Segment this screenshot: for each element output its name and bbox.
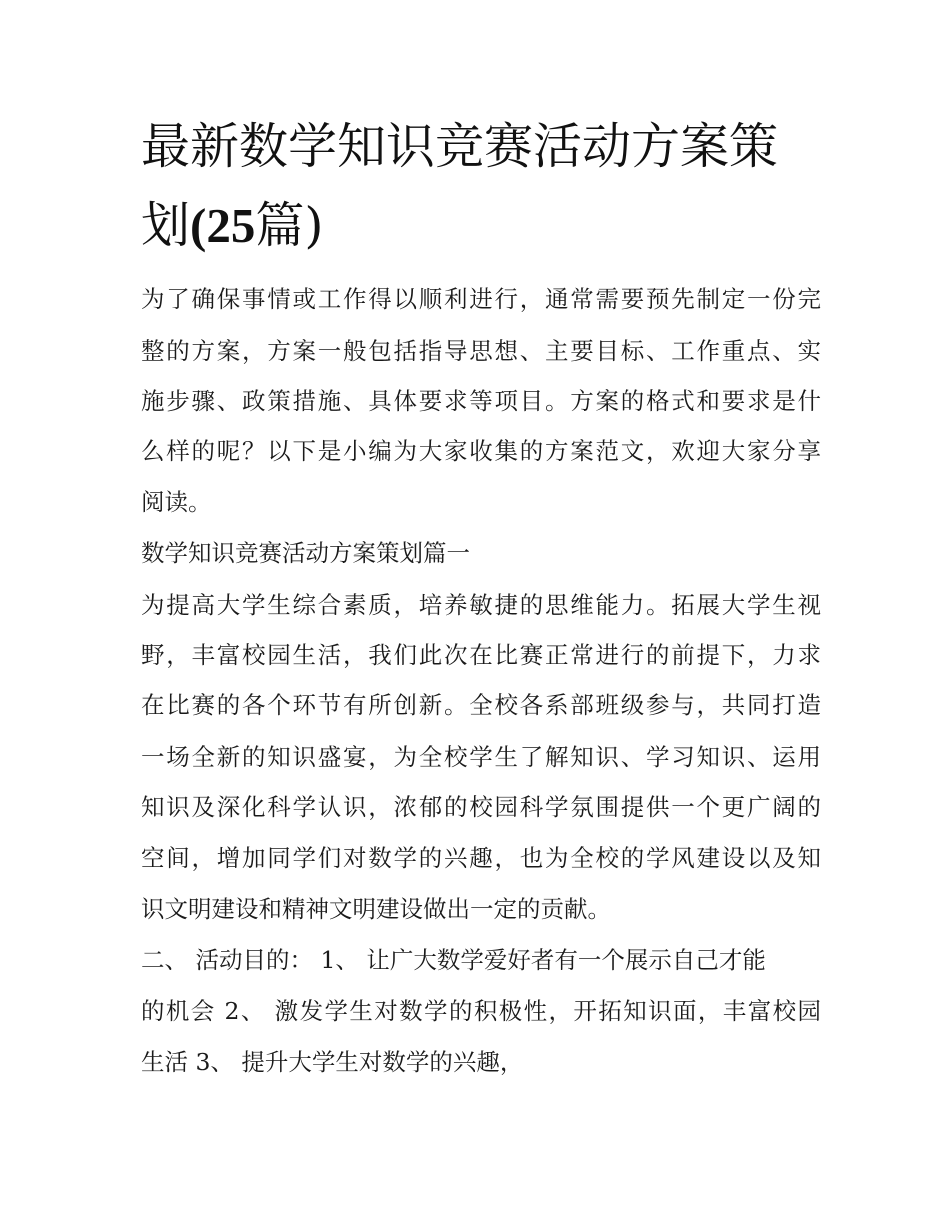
section-body-line-7: 识文明建设和精神文明建设做出一定的贡献。 xyxy=(141,895,611,923)
objectives-line-2: 的机会 2、 激发学生对数学的积极性，开拓知识面，丰富校园 xyxy=(141,997,821,1025)
title-number: (25 xyxy=(190,198,256,253)
document-title-line-2 xyxy=(141,196,323,256)
section-body-line-3: 在比赛的各个环节有所创新。全校各系部班级参与，共同打造 xyxy=(141,691,821,719)
document-title-line-1: 最新数学知识竞赛活动方案策 xyxy=(141,118,779,175)
objectives-line-3: 生活 3、 提升大学生对数学的兴趣， xyxy=(141,1048,524,1076)
section-body-line-6: 空间，增加同学们对数学的兴趣，也为全校的学风建设以及知 xyxy=(141,844,821,872)
intro-line-4: 么样的呢？以下是小编为大家收集的方案范文，欢迎大家分享 xyxy=(141,437,821,465)
intro-line-2: 整的方案，方案一般包括指导思想、主要目标、工作重点、实 xyxy=(141,337,821,365)
title-prefix: 划 xyxy=(141,197,191,254)
section-body-line-1: 为提高大学生综合素质，培养敏捷的思维能力。拓展大学生视 xyxy=(141,591,821,619)
intro-line-5: 阅读。 xyxy=(141,488,212,516)
section-body-line-5: 知识及深化科学认识，浓郁的校园科学氛围提供一个更广阔的 xyxy=(141,793,821,821)
section-heading: 数学知识竞赛活动方案策划篇一 xyxy=(141,539,470,567)
title-suffix: 篇) xyxy=(255,197,324,254)
objectives-line-1: 二、 活动目的： 1、 让广大数学爱好者有一个展示自己才能 xyxy=(141,946,766,974)
section-body-line-4: 一场全新的知识盛宴，为全校学生了解知识、学习知识、运用 xyxy=(141,743,821,771)
section-body-line-2: 野，丰富校园生活，我们此次在比赛正常进行的前提下，力求 xyxy=(141,641,821,669)
intro-line-1: 为了确保事情或工作得以顺利进行，通常需要预先制定一份完 xyxy=(141,285,821,313)
intro-line-3: 施步骤、政策措施、具体要求等项目。方案的格式和要求是什 xyxy=(141,387,821,415)
